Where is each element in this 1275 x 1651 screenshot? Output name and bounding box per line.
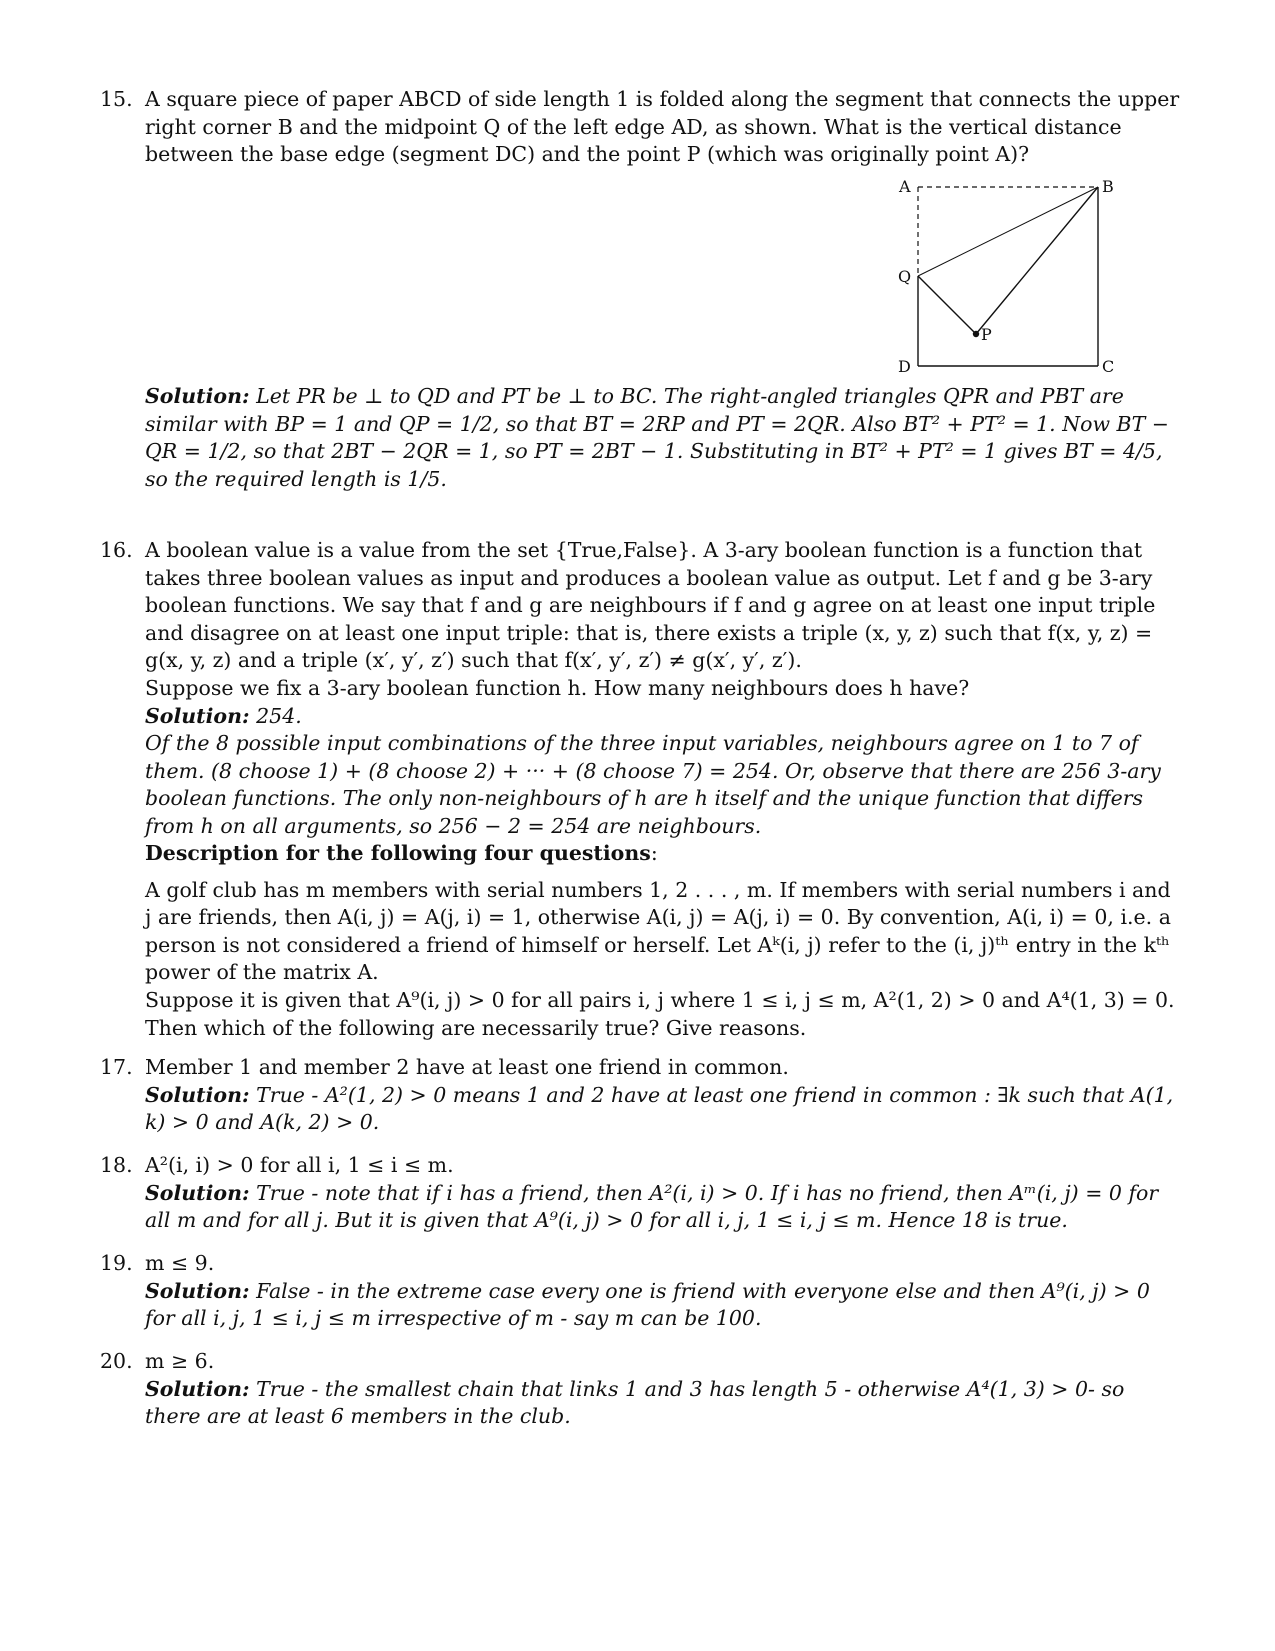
label-b: B — [1102, 177, 1114, 196]
label-p: P — [981, 325, 992, 344]
solution-label: Solution: — [145, 1278, 250, 1303]
solution-label: Solution: — [145, 703, 250, 728]
solution-text: True - A²(1, 2) > 0 means 1 and 2 have at least one friend in common : ∃k such that A(1, k) > 0 and A(k, 2) > 0. — [145, 1082, 1174, 1135]
solution-text: Of the 8 possible input combinations of the three input variables, neighbours agree on 1 to 7 of them. (8 choose 1) + (8 choose 2) + ··· + (8 choose 7) = 254. Or, observe that there are 256 3-ary boolean functions. The only non-neighbours of h are h itself and the unique function that differs from h on all arguments, so 256 − 2 = 254 are neighbours. — [145, 731, 1161, 838]
question-20 — [100, 1348, 1180, 1431]
question-15 — [100, 86, 1180, 169]
solution-label: Solution: — [145, 1082, 250, 1107]
question-text: A²(i, i) > 0 for all i, 1 ≤ i ≤ m. — [145, 1153, 454, 1177]
question-prompt: Suppose we fix a 3-ary boolean function h. How many neighbours does h have? — [145, 675, 970, 700]
label-d: D — [898, 357, 911, 376]
solution-label: Solution: — [145, 384, 250, 408]
segment-pb — [976, 187, 1098, 334]
solution-text: False - in the extreme case every one is friend with everyone else and then A⁹(i, j) > 0 for all i, j, 1 ≤ i, j ≤ m irrespective of m - say m can be 100. — [145, 1278, 1150, 1331]
question-number: 16. — [100, 538, 133, 562]
question-number: 18. — [100, 1153, 133, 1177]
description-heading: Description for the following four questions — [145, 841, 651, 865]
solution-text: True - note that if i has a friend, then A²(i, i) > 0. If i has no friend, then Aᵐ(i, j) = 0 for all m and for all j. But it is given that A⁹(i, j) > 0 for all i, j, 1 ≤ i, j ≤ m. Hence 18 is true. — [145, 1180, 1159, 1233]
question-18 — [100, 1152, 1180, 1235]
fold-line-qb — [918, 187, 1098, 276]
question-number: 15. — [100, 87, 133, 111]
solution-text: Let PR be ⊥ to QD and PT be ⊥ to BC. The right-angled triangles QPR and PBT are similar with BP = 1 and QP = 1/2, so that BT = 2RP and PT = 2QR. Also BT² + PT² = 1. Now BT − QR = 1/2, so that 2BT − 2QR = 1, so PT = 2BT − 1. Substituting in BT² + PT² = 1 gives BT = 4/5, so the required length is 1/5. — [145, 384, 1169, 491]
solution-label: Solution: — [145, 1180, 250, 1205]
question-text: A square piece of paper ABCD of side length 1 is folded along the segment that connects the upper right corner B and the midpoint Q of the left edge AD, as shown. What is the vertical distance between the base edge (segment DC) and the point P (which was originally point A)? — [145, 87, 1180, 167]
label-a: A — [899, 177, 911, 196]
solution-15 — [100, 383, 1180, 493]
question-19 — [100, 1250, 1180, 1333]
description-block — [100, 840, 1180, 1042]
folded-square-figure — [880, 170, 1140, 385]
solution-answer: 254. — [256, 703, 302, 728]
description-para-2: Suppose it is given that A⁹(i, j) > 0 for all pairs i, j where 1 ≤ i, j ≤ m, A²(1, 2) > 0 and A⁴(1, 3) = 0. Then which of the following are necessarily true? Give reasons. — [145, 987, 1175, 1040]
question-text: Member 1 and member 2 have at least one friend in common. — [145, 1055, 789, 1079]
question-16 — [100, 537, 1180, 841]
label-q: Q — [898, 267, 912, 286]
question-text: m ≥ 6. — [145, 1349, 215, 1373]
question-number: 19. — [100, 1251, 133, 1275]
question-number: 20. — [100, 1349, 133, 1373]
question-number: 17. — [100, 1055, 133, 1079]
question-17 — [100, 1054, 1180, 1137]
segment-qp — [918, 276, 976, 334]
label-c: C — [1102, 357, 1115, 376]
point-p-dot — [973, 331, 979, 337]
description-para-1: A golf club has m members with serial numbers 1, 2 . . . , m. If members with serial numbers i and j are friends, then A(i, j) = A(j, i) = 1, otherwise A(i, j) = A(j, i) = 0. By convention, A(i, i) = 0, i.e. a person is not considered a friend of himself or herself. Let Aᵏ(i, j) refer to the (i, j)ᵗʰ entry in the kᵗʰ power of the matrix A. — [145, 877, 1171, 985]
description-heading-colon: : — [650, 841, 658, 865]
solution-text: True - the smallest chain that links 1 and 3 has length 5 - otherwise A⁴(1, 3) > 0- so there are at least 6 members in the club. — [145, 1376, 1125, 1429]
question-text: A boolean value is a value from the set {True,False}. A 3-ary boolean function is a function that takes three boolean values as input and produces a boolean value as output. Let f and g be 3-ary boolean functions. We say that f and g are neighbours if f and g agree on at least one input triple and disagree on at least one input triple: that is, there exists a triple (x, y, z) such that f(x, y, z) = g(x, y, z) and a triple (x′, y′, z′) such that f(x′, y′, z′) ≠ g(x′, y′, z′). — [145, 538, 1156, 673]
question-text: m ≤ 9. — [145, 1251, 215, 1275]
solution-label: Solution: — [145, 1376, 250, 1401]
